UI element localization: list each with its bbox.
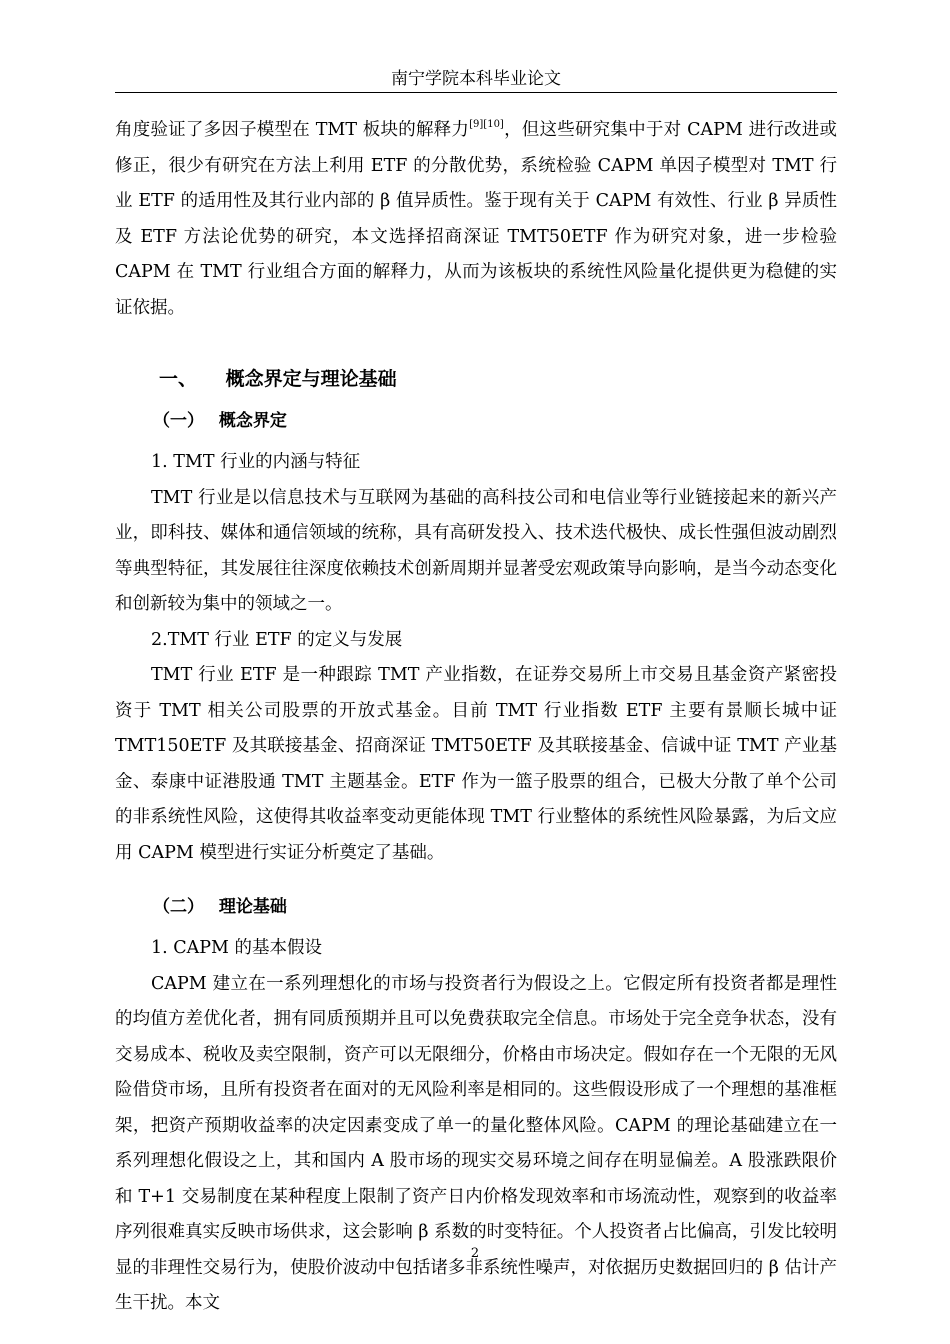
intro-paragraph <box>115 113 837 326</box>
subsection-heading-2 <box>115 887 837 927</box>
intro-text-before-citation: 角度验证了多因子模型在 TMT 板块的解释力 <box>115 120 470 140</box>
subsection-title: 理论基础 <box>218 897 287 917</box>
page-header <box>115 68 837 93</box>
header-title: 南宁学院本科毕业论文 <box>391 69 561 89</box>
subsection-number: （一） <box>153 411 204 431</box>
paragraph-capm-assumptions: CAPM 建立在一系列理想化的市场与投资者行为假设之上。它假定所有投资者都是理性的均值方差优化者，拥有同质预期并且可以免费获取完全信息。市场处于完全竞争状态，没有交易成本、税收及卖空限制，资产可以无限细分，价格由市场决定。假如存在一个无限的无风险借贷市场，且所有投资者在面对的无风险利率是相同的。这些假设形成了一个理想的基准框架，把资产预期收益率的决定因素变成了单一的量化整体风险。CAPM 的理论基础建立在一系列理想化假设之上，其和国内 A 股市场的现实交易环境之间存在明显偏差。A 股涨跌限价和 T+1 交易制度在某种程度上限制了资产日内价格发现效率和市场流动性，观察到的收益率序列很难真实反映市场供求，这会影响 β 系数的时变特征。个人投资者占比偏高，引发比较明显的非理性交易行为，使股价波动中包括诸多非系统性噪声，对依据历史数据回归的 β 估计产生干扰。本文 <box>115 973 837 1313</box>
item-heading-tmt-etf: 2.TMT 行业 ETF 的定义与发展 <box>151 629 403 650</box>
item-heading-capm-assumptions: 1. CAPM 的基本假设 <box>151 938 323 958</box>
intro-text-after-citation: ，但这些研究集中于对 CAPM 进行改进或修正，很少有研究在方法上利用 ETF 的分散优势，系统检验 CAPM 单因子模型对 TMT 行业 ETF 的适用性及其行业内部的 β 值异质性。鉴于现有关于 CAPM 有效性、行业 β 异质性及 ETF 方法论优势的研究，本文选择招商深证 TMT50ETF 作为研究对象，进一步检验 CAPM 在 TMT 行业组合方面的解释力，从而为该板块的系统性风险量化提供更为稳健的实证依据。 <box>115 120 837 318</box>
citation-marker: [9][10] <box>469 119 504 130</box>
section-title: 概念界定与理论基础 <box>225 368 397 390</box>
subsection-title: 概念界定 <box>218 411 287 431</box>
paragraph-tmt-etf: TMT 行业 ETF 是一种跟踪 TMT 产业指数，在证券交易所上市交易且基金资产紧密投资于 TMT 相关公司股票的开放式基金。目前 TMT 行业指数 ETF 主要有景顺长城中证 TMT150ETF 及其联接基金、招商深证 TMT50ETF 及其联接基金、信诚中证 TMT 产业基金、泰康中证港股通 TMT 主题基金。ETF 作为一篮子股票的组合，已极大分散了单个公司的非系统性风险，这使得其收益率变动更能体现 TMT 行业整体的系统性风险暴露，为后文应用 CAPM 模型进行实证分析奠定了基础。 <box>115 665 837 863</box>
paragraph-tmt-industry: TMT 行业是以信息技术与互联网为基础的高科技公司和电信业等行业链接起来的新兴产业，即科技、媒体和通信领域的统称，具有高研发投入、技术迭代极快、成长性强但波动剧烈等典型特征，其发展往往深度依赖技术创新周期并显著受宏观政策导向影响，是当今动态变化和创新较为集中的领域之一。 <box>115 487 837 614</box>
item-heading-tmt-industry: 1. TMT 行业的内涵与特征 <box>151 452 361 472</box>
subsection-heading-1 <box>115 401 837 441</box>
page-number: 2 <box>470 1246 480 1261</box>
section-number: 一、 <box>159 368 198 390</box>
page-body <box>115 113 837 1322</box>
subsection-number: （二） <box>153 897 204 917</box>
section-heading-1 <box>115 359 837 399</box>
